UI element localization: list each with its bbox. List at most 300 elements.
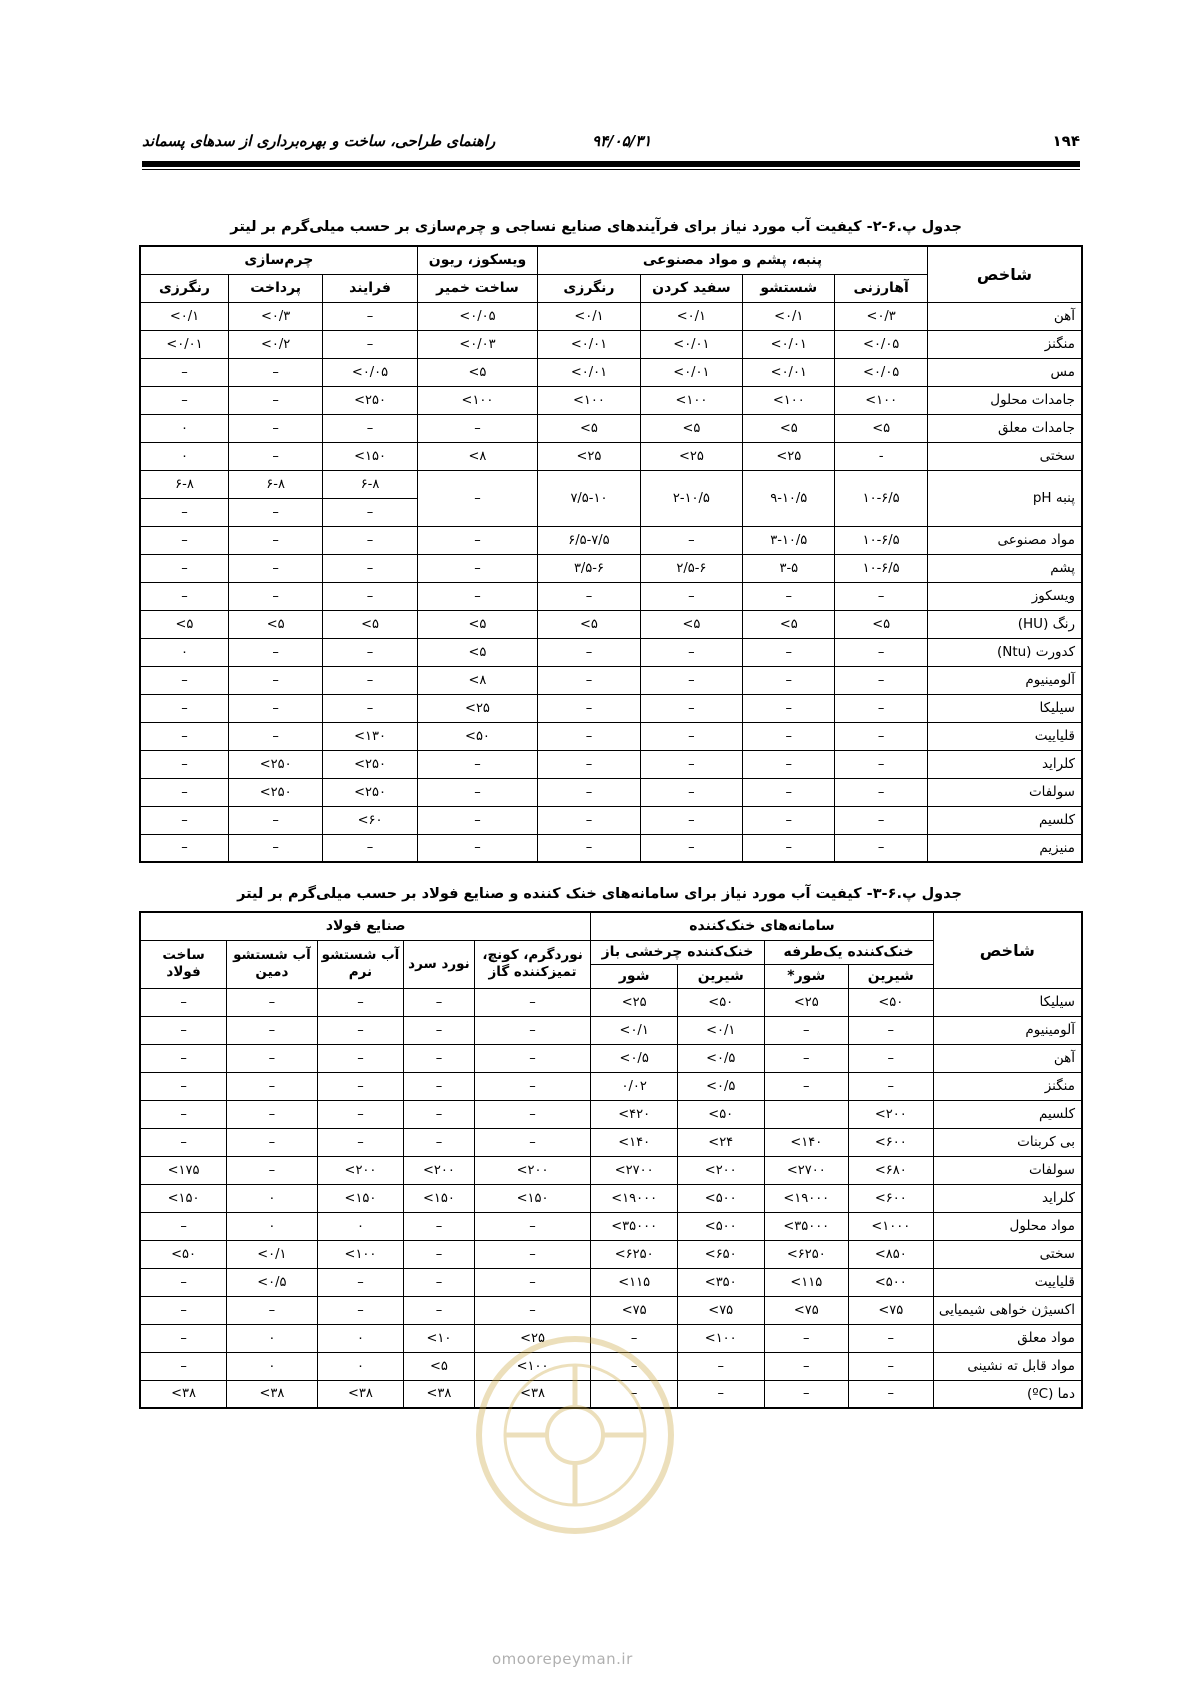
table-cell: – bbox=[227, 988, 318, 1016]
table-cell: – bbox=[228, 638, 322, 666]
row-label: ویسکوز bbox=[927, 582, 1082, 610]
table-cell: – bbox=[538, 694, 640, 722]
table-cell: ۰ bbox=[140, 638, 228, 666]
table-cell: – bbox=[140, 1128, 227, 1156]
table-cell: – bbox=[743, 666, 835, 694]
table-cell: ۱۰۰> bbox=[474, 1352, 591, 1380]
table-cell bbox=[764, 1100, 849, 1128]
row-label: بی کربنات bbox=[933, 1128, 1082, 1156]
group-steel-header: صنایع فولاد bbox=[140, 912, 591, 940]
table-cell: – bbox=[764, 1352, 849, 1380]
table-cell: ۰/۵> bbox=[677, 1072, 764, 1100]
table-cell: – bbox=[140, 358, 228, 386]
table-cell: – bbox=[404, 1016, 474, 1044]
table-cell: – bbox=[228, 554, 322, 582]
table-cell: – bbox=[849, 1016, 934, 1044]
table-cell: – bbox=[474, 1268, 591, 1296]
table-cell: – bbox=[474, 1240, 591, 1268]
table-cell: – bbox=[317, 1100, 404, 1128]
index-header: شاخص bbox=[927, 246, 1082, 302]
table-cell: ۱۰۰> bbox=[640, 386, 742, 414]
col-header-soft-wash: آب شستشو نرم bbox=[317, 940, 404, 988]
table-cell: ۲۵۰> bbox=[323, 778, 417, 806]
row-label: اکسیژن خواهی شیمیایی bbox=[933, 1296, 1082, 1324]
row-label: کلراید bbox=[927, 750, 1082, 778]
table-cell: – bbox=[743, 750, 835, 778]
table-cell: – bbox=[404, 1072, 474, 1100]
table-cell: – bbox=[228, 498, 322, 526]
col-header: ساخت خمیر bbox=[417, 274, 538, 302]
table-cell: – bbox=[743, 582, 835, 610]
page-header bbox=[142, 128, 1080, 158]
table-cell: ۰ bbox=[317, 1324, 404, 1352]
table-cell: ۱۵۰> bbox=[140, 1184, 227, 1212]
table-cell: ۵۰> bbox=[140, 1240, 227, 1268]
subgroup-once-through: خنک‌کننده یک‌طرفه bbox=[764, 940, 933, 964]
table-cell: ۸> bbox=[417, 666, 538, 694]
table-cell: ۵> bbox=[640, 610, 742, 638]
table-row bbox=[140, 1072, 1082, 1100]
table-cell: ۱۴۰> bbox=[764, 1128, 849, 1156]
table-cell: – bbox=[227, 1072, 318, 1100]
footer-url: omoorepeyman.ir bbox=[492, 1650, 633, 1668]
table-cell: – bbox=[323, 638, 417, 666]
table-row bbox=[140, 554, 1082, 582]
table-cell: – bbox=[404, 1100, 474, 1128]
table-cell: – bbox=[140, 1016, 227, 1044]
page-number: ۱۹۴ bbox=[1052, 132, 1080, 150]
table-cell: ۲۷۰۰> bbox=[591, 1156, 678, 1184]
table-cell: – bbox=[743, 778, 835, 806]
table-cell: ۵> bbox=[228, 610, 322, 638]
table-cell: ۵> bbox=[538, 414, 640, 442]
table-cell: ۰/۳> bbox=[228, 302, 322, 330]
table-cell: ۲/۵-۶ bbox=[640, 554, 742, 582]
row-label: دما (ºC) bbox=[933, 1380, 1082, 1408]
table-cell: – bbox=[140, 722, 228, 750]
table-cell: – bbox=[140, 1268, 227, 1296]
table-cell: – bbox=[764, 1044, 849, 1072]
table-cell: ۰/۰۱> bbox=[538, 358, 640, 386]
table-cell: – bbox=[640, 638, 742, 666]
textile-leather-table bbox=[139, 245, 1083, 863]
row-label: آهن bbox=[927, 302, 1082, 330]
table-cell: ۶۲۵۰> bbox=[591, 1240, 678, 1268]
table-cell: ۲۵> bbox=[764, 988, 849, 1016]
table-cell: ۰/۰۱> bbox=[538, 330, 640, 358]
table-cell: ۲۵۰> bbox=[323, 750, 417, 778]
table-cell: – bbox=[140, 1296, 227, 1324]
table-cell: ۰/۰۱> bbox=[640, 330, 742, 358]
table-cell: ۵> bbox=[640, 414, 742, 442]
table-cell: – bbox=[404, 1240, 474, 1268]
table-cell: ۱۴۰> bbox=[591, 1128, 678, 1156]
table-row bbox=[140, 302, 1082, 330]
table-cell: – bbox=[538, 806, 640, 834]
table-cell: – bbox=[227, 1016, 318, 1044]
table-cell: – bbox=[677, 1352, 764, 1380]
table-cell: – bbox=[317, 1268, 404, 1296]
table-cell: ۵> bbox=[743, 414, 835, 442]
table-cell: – bbox=[323, 414, 417, 442]
table-cell: ۱۰۰> bbox=[743, 386, 835, 414]
table-cell: – bbox=[640, 582, 742, 610]
table1-caption: جدول پ.۶-۲- کیفیت آب مورد نیاز برای فرآیندهای صنایع نساجی و چرم‌سازی بر حسب میلی‌گرم بر لیتر bbox=[230, 219, 962, 235]
table-row bbox=[140, 1128, 1082, 1156]
table-cell: – bbox=[640, 526, 742, 554]
table-cell: ۳-۱۰/۵ bbox=[743, 526, 835, 554]
row-label: قلیاییت bbox=[933, 1268, 1082, 1296]
table-cell: – bbox=[640, 666, 742, 694]
table-cell: ۰/۰۵> bbox=[417, 302, 538, 330]
col-header: شیرین bbox=[677, 964, 764, 988]
table-cell: ۰ bbox=[227, 1324, 318, 1352]
table-cell: ۳۸> bbox=[227, 1380, 318, 1408]
table-cell: ۰/۱> bbox=[640, 302, 742, 330]
table-cell: ۳۵۰۰۰> bbox=[764, 1212, 849, 1240]
table-cell: ۵> bbox=[140, 610, 228, 638]
table-cell: – bbox=[228, 414, 322, 442]
col-header-cold-rolling: نورد سرد bbox=[404, 940, 474, 988]
table-cell: ۱۷۵> bbox=[140, 1156, 227, 1184]
table-cell: ۲۰۰> bbox=[404, 1156, 474, 1184]
table-cell: – bbox=[835, 778, 927, 806]
table-cell: ۰/۵> bbox=[677, 1044, 764, 1072]
row-label: کلسیم bbox=[927, 806, 1082, 834]
table-row bbox=[140, 1016, 1082, 1044]
table-cell: ۲۵> bbox=[743, 442, 835, 470]
table-cell: ۳۵۰> bbox=[677, 1268, 764, 1296]
table-cell: – bbox=[228, 806, 322, 834]
table-row bbox=[140, 414, 1082, 442]
col-header: رنگرزی bbox=[538, 274, 640, 302]
table-cell: ۰ bbox=[227, 1184, 318, 1212]
row-label: آهن bbox=[933, 1044, 1082, 1072]
table-cell: ۱۹۰۰۰> bbox=[764, 1184, 849, 1212]
table-cell: ۵۰> bbox=[849, 988, 934, 1016]
table-cell: – bbox=[140, 1072, 227, 1100]
table-cell: ۶-۸ bbox=[323, 470, 417, 498]
row-label: پشم bbox=[927, 554, 1082, 582]
table-cell: – bbox=[317, 1016, 404, 1044]
table-row bbox=[140, 778, 1082, 806]
table-cell: ۰ bbox=[317, 1212, 404, 1240]
table-row bbox=[140, 666, 1082, 694]
table-cell: – bbox=[538, 666, 640, 694]
table-cell: – bbox=[140, 554, 228, 582]
table-cell: – bbox=[417, 834, 538, 862]
table-cell: ۶-۸ bbox=[228, 470, 322, 498]
table-cell: ۰/۰۱> bbox=[140, 330, 228, 358]
table-cell: – bbox=[140, 778, 228, 806]
table-cell: – bbox=[140, 1324, 227, 1352]
col-header-steelmaking: ساخت فولاد bbox=[140, 940, 227, 988]
table-cell: ۱۰> bbox=[404, 1324, 474, 1352]
table-cell: – bbox=[140, 1212, 227, 1240]
table-cell: ۰/۰۱> bbox=[743, 358, 835, 386]
table-cell: – bbox=[404, 1044, 474, 1072]
table-cell: ۶۵۰> bbox=[677, 1240, 764, 1268]
table2-caption: جدول پ.۶-۳- کیفیت آب مورد نیاز برای سامانه‌های خنک کننده و صنایع فولاد بر حسب میلی‌گرم بر لیتر bbox=[237, 886, 962, 902]
table-cell: – bbox=[640, 834, 742, 862]
table-cell: – bbox=[404, 1212, 474, 1240]
row-label: مواد مصنوعی bbox=[927, 526, 1082, 554]
table-cell: ۵> bbox=[417, 358, 538, 386]
table-cell: ۱۰-۶/۵ bbox=[835, 470, 927, 526]
table-cell: – bbox=[474, 1296, 591, 1324]
table-cell: – bbox=[538, 582, 640, 610]
table-cell: – bbox=[140, 750, 228, 778]
table-cell: – bbox=[835, 834, 927, 862]
table-cell: ۰/۰۲ bbox=[591, 1072, 678, 1100]
table-cell: – bbox=[417, 554, 538, 582]
table-cell: – bbox=[835, 694, 927, 722]
col-header: شستشو bbox=[743, 274, 835, 302]
table-cell: – bbox=[227, 1044, 318, 1072]
table-cell: – bbox=[474, 1016, 591, 1044]
table-cell: – bbox=[228, 694, 322, 722]
table-cell: – bbox=[835, 750, 927, 778]
table-cell: – bbox=[140, 1100, 227, 1128]
row-label: کلسیم bbox=[933, 1100, 1082, 1128]
table-row bbox=[140, 834, 1082, 862]
table-cell: – bbox=[743, 806, 835, 834]
row-label: سولفات bbox=[927, 778, 1082, 806]
table-cell: ۷۵> bbox=[849, 1296, 934, 1324]
table-cell: – bbox=[417, 470, 538, 526]
col-header: شور* bbox=[764, 964, 849, 988]
table-cell: ۵۰> bbox=[677, 988, 764, 1016]
table-row bbox=[140, 1156, 1082, 1184]
table-cell: – bbox=[474, 1072, 591, 1100]
table-cell: – bbox=[474, 1128, 591, 1156]
row-label: سولفات bbox=[933, 1156, 1082, 1184]
row-label: جامدات معلق bbox=[927, 414, 1082, 442]
table-cell: ۰/۱> bbox=[140, 302, 228, 330]
table-cell: ۰/۰۵> bbox=[835, 330, 927, 358]
table-row bbox=[140, 806, 1082, 834]
row-label: مس bbox=[927, 358, 1082, 386]
col-header-hot-rolling: نوردگرم، کونچ، تمیزکننده گاز bbox=[474, 940, 591, 988]
table-cell: – bbox=[323, 582, 417, 610]
table-row bbox=[140, 694, 1082, 722]
table-cell: ۱۹۰۰۰> bbox=[591, 1184, 678, 1212]
table-row bbox=[140, 1212, 1082, 1240]
table-cell: – bbox=[764, 1324, 849, 1352]
table-cell: – bbox=[474, 1100, 591, 1128]
table-cell: – bbox=[140, 526, 228, 554]
table-cell: ۵۰> bbox=[677, 1100, 764, 1128]
row-label: منیزیم bbox=[927, 834, 1082, 862]
table-cell: ۵> bbox=[835, 414, 927, 442]
table-cell: - bbox=[835, 442, 927, 470]
table-cell: ۰ bbox=[227, 1212, 318, 1240]
row-label: مواد قابل ته نشینی bbox=[933, 1352, 1082, 1380]
table-cell: – bbox=[323, 526, 417, 554]
table-cell: – bbox=[764, 1380, 849, 1408]
table-cell: – bbox=[849, 1324, 934, 1352]
table-cell: – bbox=[323, 666, 417, 694]
table-cell: – bbox=[835, 666, 927, 694]
table-cell: – bbox=[317, 1128, 404, 1156]
row-label: سیلیکا bbox=[927, 694, 1082, 722]
table-cell: – bbox=[640, 750, 742, 778]
table-cell: – bbox=[640, 778, 742, 806]
table-cell: ۱۰۰> bbox=[417, 386, 538, 414]
table-cell: – bbox=[417, 414, 538, 442]
table-cell: ۲۵۰> bbox=[228, 750, 322, 778]
table-cell: ۸۵۰> bbox=[849, 1240, 934, 1268]
row-label: سختی bbox=[933, 1240, 1082, 1268]
table-cell: – bbox=[227, 1128, 318, 1156]
table-row bbox=[140, 988, 1082, 1016]
table-cell: – bbox=[474, 988, 591, 1016]
table-cell: – bbox=[404, 1268, 474, 1296]
table-cell: ۵۰۰> bbox=[677, 1184, 764, 1212]
col-header-demin-wash: آب شستشو دمین bbox=[227, 940, 318, 988]
table-cell: – bbox=[743, 722, 835, 750]
table-cell: – bbox=[140, 498, 228, 526]
table-cell: ۳۸> bbox=[317, 1380, 404, 1408]
table-cell: – bbox=[227, 1296, 318, 1324]
table-cell: – bbox=[227, 1156, 318, 1184]
table-cell: – bbox=[323, 694, 417, 722]
table-cell: – bbox=[849, 1352, 934, 1380]
table-cell: – bbox=[835, 722, 927, 750]
table-cell: ۰/۱> bbox=[677, 1016, 764, 1044]
table-cell: ۸> bbox=[417, 442, 538, 470]
table-cell: – bbox=[317, 1044, 404, 1072]
table-cell: ۰ bbox=[317, 1352, 404, 1380]
table-cell: ۰/۲> bbox=[228, 330, 322, 358]
table-row bbox=[140, 1296, 1082, 1324]
row-label: منگنز bbox=[927, 330, 1082, 358]
table-cell: – bbox=[417, 582, 538, 610]
table-cell: – bbox=[140, 666, 228, 694]
table-cell: ۶/۵-۷/۵ bbox=[538, 526, 640, 554]
table-cell: ۱۱۵> bbox=[764, 1268, 849, 1296]
table-cell: – bbox=[227, 1100, 318, 1128]
table-row bbox=[140, 1044, 1082, 1072]
table-cell: – bbox=[317, 988, 404, 1016]
table-cell: ۰ bbox=[227, 1352, 318, 1380]
table-cell: ۷۵> bbox=[591, 1296, 678, 1324]
table-cell: ۱۱۵> bbox=[591, 1268, 678, 1296]
row-label: سختی bbox=[927, 442, 1082, 470]
table-cell: – bbox=[640, 722, 742, 750]
table-cell: ۷/۵-۱۰ bbox=[538, 470, 640, 526]
table-cell: – bbox=[228, 722, 322, 750]
table-cell: ۰/۱> bbox=[743, 302, 835, 330]
table-cell: ۳۸> bbox=[140, 1380, 227, 1408]
table-cell: – bbox=[591, 1380, 678, 1408]
table-cell: ۲۵۰> bbox=[228, 778, 322, 806]
table-cell: – bbox=[317, 1072, 404, 1100]
table-cell: – bbox=[849, 1380, 934, 1408]
table-cell: ۰/۵> bbox=[227, 1268, 318, 1296]
table-cell: ۲۰۰> bbox=[317, 1156, 404, 1184]
table-cell: ۵۰۰> bbox=[677, 1212, 764, 1240]
table-cell: ۲۵> bbox=[538, 442, 640, 470]
table-cell: – bbox=[140, 694, 228, 722]
table-cell: ۰/۱> bbox=[538, 302, 640, 330]
subgroup-open-recirculating: خنک‌کننده چرخشی باز bbox=[591, 940, 764, 964]
table-cell: – bbox=[404, 988, 474, 1016]
table-cell: ۶۲۵۰> bbox=[764, 1240, 849, 1268]
table-cell: – bbox=[417, 526, 538, 554]
table-cell: – bbox=[317, 1296, 404, 1324]
col-header: شیرین bbox=[849, 964, 934, 988]
col-header: فرایند bbox=[323, 274, 417, 302]
table-row bbox=[140, 386, 1082, 414]
table-cell: – bbox=[140, 386, 228, 414]
table-cell: – bbox=[849, 1044, 934, 1072]
table-cell: ۲۵۰> bbox=[323, 386, 417, 414]
table-cell: – bbox=[835, 806, 927, 834]
table-cell: – bbox=[323, 498, 417, 526]
table-cell: ۵۰> bbox=[417, 722, 538, 750]
table-row bbox=[140, 1184, 1082, 1212]
table-cell: ۰/۰۱> bbox=[743, 330, 835, 358]
row-label: مواد معلق bbox=[933, 1324, 1082, 1352]
table-row bbox=[140, 610, 1082, 638]
table-cell: – bbox=[640, 694, 742, 722]
table-cell: ۱۵۰> bbox=[404, 1184, 474, 1212]
table-cell: – bbox=[835, 638, 927, 666]
table-cell: ۷۵> bbox=[764, 1296, 849, 1324]
table-cell: ۲۵> bbox=[417, 694, 538, 722]
table-cell: – bbox=[228, 834, 322, 862]
table-cell: ۲۷۰۰> bbox=[764, 1156, 849, 1184]
table-cell: – bbox=[764, 1016, 849, 1044]
table-cell: ۱۰-۶/۵ bbox=[835, 554, 927, 582]
table-cell: ۰/۳> bbox=[835, 302, 927, 330]
table-row-ph bbox=[140, 470, 1082, 498]
row-label: رنگ (HU) bbox=[927, 610, 1082, 638]
col-header: پرداخت bbox=[228, 274, 322, 302]
table-cell: ۰/۵> bbox=[591, 1044, 678, 1072]
table-cell: – bbox=[404, 1128, 474, 1156]
table-cell: ۱۰۰۰> bbox=[849, 1212, 934, 1240]
table-cell: – bbox=[323, 554, 417, 582]
table-cell: – bbox=[474, 1044, 591, 1072]
row-label: آلومینیوم bbox=[927, 666, 1082, 694]
table-cell: – bbox=[538, 750, 640, 778]
table-row bbox=[140, 526, 1082, 554]
table-cell: ۶۰۰> bbox=[849, 1128, 934, 1156]
row-label: کلراید bbox=[933, 1184, 1082, 1212]
table-cell: ۲۰۰> bbox=[849, 1100, 934, 1128]
table-cell: – bbox=[140, 1044, 227, 1072]
table-cell: ۳۵۰۰۰> bbox=[591, 1212, 678, 1240]
table-cell: – bbox=[404, 1296, 474, 1324]
table-cell: – bbox=[228, 666, 322, 694]
row-label: پنبه pH bbox=[927, 470, 1082, 526]
table-cell: ۰/۰۳> bbox=[417, 330, 538, 358]
table-cell: – bbox=[228, 386, 322, 414]
row-label: آلومینیوم bbox=[933, 1016, 1082, 1044]
table-cell: ۵> bbox=[743, 610, 835, 638]
col-header: سفید کردن bbox=[640, 274, 742, 302]
table-cell: – bbox=[140, 582, 228, 610]
table-row bbox=[140, 582, 1082, 610]
table-cell: ۱۰۰> bbox=[538, 386, 640, 414]
table-cell: ۱۰-۶/۵ bbox=[835, 526, 927, 554]
table-cell: – bbox=[228, 358, 322, 386]
table-cell: ۰/۰۱> bbox=[640, 358, 742, 386]
table-row bbox=[140, 638, 1082, 666]
table-row bbox=[140, 1240, 1082, 1268]
